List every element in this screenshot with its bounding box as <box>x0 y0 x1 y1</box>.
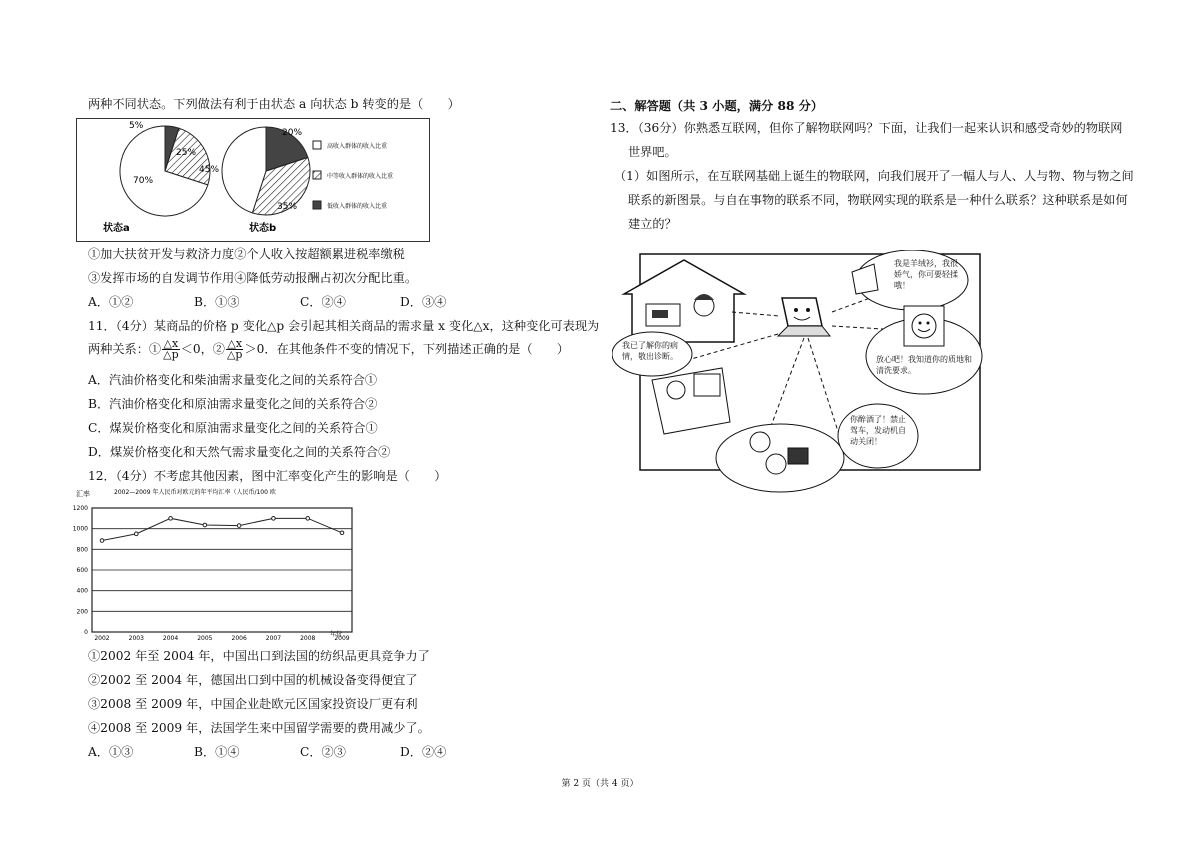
chart-ylabel: 汇率 <box>76 490 90 498</box>
data-point <box>169 517 173 521</box>
pie-chart-svg <box>77 119 429 241</box>
data-point <box>340 531 344 535</box>
q13-line2: 世界吧。 <box>628 145 677 159</box>
chart-xlabel: 年份 <box>330 631 343 638</box>
data-point <box>237 524 241 528</box>
data-point <box>100 539 104 543</box>
q10-option-a[interactable]: A．①② <box>88 295 134 309</box>
q11-option-b[interactable]: B．汽油价格变化和原油需求量变化之间的关系符合② <box>88 397 378 411</box>
sweater-icon <box>652 310 668 318</box>
q11-option-d[interactable]: D．煤炭价格变化和天然气需求量变化之间的关系符合② <box>88 445 391 459</box>
q13-line1: 13．（36分）你熟悉互联网，但你了解物联网吗？下面，让我们一起来认识和感受奇妙的物联网 <box>610 121 1123 135</box>
q11-option-a[interactable]: A．汽油价格变化和柴油需求量变化之间的关系符合① <box>88 373 378 387</box>
iot-illustration-svg <box>612 250 986 496</box>
car-cloud <box>716 424 844 492</box>
laptop-icon <box>778 298 830 336</box>
fraction-2: $\frac{\triangle x}{\triangle p}$ <box>226 337 243 361</box>
x-tick-label: 2007 <box>265 635 282 642</box>
pie-b-value-low: 20% <box>282 128 303 138</box>
chart-title: 2002—2009 年人民币对欧元的年平均汇率（人民币/100 欧 <box>114 489 276 496</box>
q13-sub2: 联系的新图景。与自在事物的联系不同，物联网实现的联系是一种什么联系？这种联系是如何 <box>628 193 1128 207</box>
driver-head-icon <box>750 432 770 452</box>
q12-option-b[interactable]: B．①④ <box>194 745 240 759</box>
legend-swatch-low <box>313 201 321 209</box>
section-title: 二、解答题（共 3 小题，满分 88 分） <box>610 99 824 113</box>
page-footer: 第 2 页（共 4 页） <box>561 779 639 789</box>
doctor-head-icon <box>667 381 685 399</box>
washer-bubble-text: 放心吧！我知道你的质地和清洗要求。 <box>876 355 972 375</box>
pie-b-value-high: 45% <box>199 165 220 175</box>
q10-intro: 两种不同状态。下列做法有利于由状态 a 向状态 b 转变的是（ ） <box>88 97 460 111</box>
q10-choices-line2: ③发挥市场的自发调节作用④降低劳动报酬占初次分配比重。 <box>88 271 418 285</box>
y-tick-label: 1000 <box>72 525 88 533</box>
data-point <box>272 517 276 521</box>
q12-choice-4: ④2008 至 2009 年，法国学生来中国留学需要的费用减少了。 <box>88 721 430 735</box>
x-tick-label: 2005 <box>197 635 213 642</box>
q13-sub1: （1）如图所示，在互联网基础上诞生的物联网，向我们展开了一幅人与人、人与物、物与物之间 <box>614 169 1134 183</box>
y-tick-label: 1200 <box>72 505 88 512</box>
q11-stem: 11．（4分）某商品的价格 p 变化△p 会引起其相关商品的需求量 x 变化△x，这种变化可表现为 <box>88 319 600 333</box>
q12-choice-1: ①2002 年至 2004 年，中国出口到法国的纺织品更具竞争力了 <box>88 649 430 663</box>
data-point <box>203 523 207 527</box>
legend-label-low: 低收入群体的收入比重 <box>327 203 388 210</box>
q11-option-c[interactable]: C．煤炭价格变化和原油需求量变化之间的关系符合① <box>88 421 378 435</box>
pie-a-value-mid: 25% <box>176 148 197 158</box>
data-point <box>306 517 310 521</box>
q12-options <box>88 744 446 760</box>
q11-line2-b: ＜0，② <box>180 342 225 356</box>
pie-b-caption: 状态b <box>249 223 277 234</box>
x-tick-label: 2006 <box>231 635 247 642</box>
x-tick-label: 2002 <box>94 635 110 642</box>
q10-options <box>88 294 446 310</box>
series-line <box>102 518 342 540</box>
pie-chart-figure <box>76 118 430 242</box>
pie-a-value-low: 5% <box>129 121 144 131</box>
q11-line2 <box>88 338 569 360</box>
y-tick-label: 0 <box>84 629 88 636</box>
legend-swatch-high <box>313 141 321 149</box>
y-tick-label: 200 <box>76 608 88 616</box>
x-tick-label: 2004 <box>162 635 179 642</box>
q12-option-a[interactable]: A．①③ <box>88 745 134 759</box>
q12-stem: 12．（4分）不考虑其他因素，图中汇率变化产生的影响是（ ） <box>88 469 447 483</box>
q12-choice-2: ②2002 至 2004 年，德国出口到中国的机械设备变得便宜了 <box>88 673 418 687</box>
q13-sub3: 建立的？ <box>628 217 677 231</box>
q11-line2-c: ＞0．在其他条件不变的情况下，下列描述正确的是（ ） <box>244 342 570 356</box>
fraction-1: $\frac{\triangle x}{\triangle p}$ <box>163 337 179 361</box>
sweater-tag-icon <box>852 264 878 294</box>
car-bubble-text: 你醉酒了！禁止驾车，发动机自动关闭！ <box>850 415 906 446</box>
sweater-bubble-text: 我是羊绒衫，我很娇气，你可要轻揉哦！ <box>894 259 958 290</box>
q12-option-c[interactable]: C．②③ <box>300 745 346 759</box>
exchange-rate-chart <box>62 486 362 644</box>
data-point <box>134 532 138 536</box>
pie-a-caption: 状态a <box>103 223 130 234</box>
x-tick-label: 2003 <box>128 635 144 642</box>
legend-label-mid: 中等收入群体的收入比重 <box>327 173 394 180</box>
house-icon <box>624 260 744 342</box>
q12-option-d[interactable]: D．②④ <box>400 745 447 759</box>
q10-option-b[interactable]: B．①③ <box>194 295 240 309</box>
q11-line2-a: 两种关系：① <box>88 342 162 356</box>
q12-choice-3: ③2008 至 2009 年，中国企业赴欧元区国家投资设厂更有利 <box>88 697 418 711</box>
x-tick-label: 2008 <box>300 635 316 642</box>
y-tick-label: 600 <box>76 567 88 574</box>
y-tick-label: 800 <box>76 546 88 554</box>
pie-a-value-high: 70% <box>133 176 154 186</box>
q10-choices-line1: ①加大扶贫开发与救济力度②个人收入按超额累进税率缴税 <box>88 247 405 261</box>
x-tick-label: 2009 <box>334 635 350 642</box>
q10-option-d[interactable]: D．③④ <box>400 295 447 309</box>
pie-state-a <box>120 126 210 216</box>
legend-label-high: 高收入群体的收入比重 <box>327 143 388 150</box>
legend-swatch-mid <box>313 171 321 179</box>
line-chart-svg <box>62 486 362 644</box>
pie-b-value-mid: 35% <box>277 202 298 212</box>
q10-option-c[interactable]: C．②④ <box>300 295 346 309</box>
dashboard-icon <box>788 448 808 464</box>
iot-illustration <box>612 250 986 496</box>
y-tick-label: 400 <box>76 587 88 595</box>
monitor-icon <box>694 374 720 396</box>
doctor-bubble-text: 我已了解你的病情，敬出诊断。 <box>622 341 678 361</box>
